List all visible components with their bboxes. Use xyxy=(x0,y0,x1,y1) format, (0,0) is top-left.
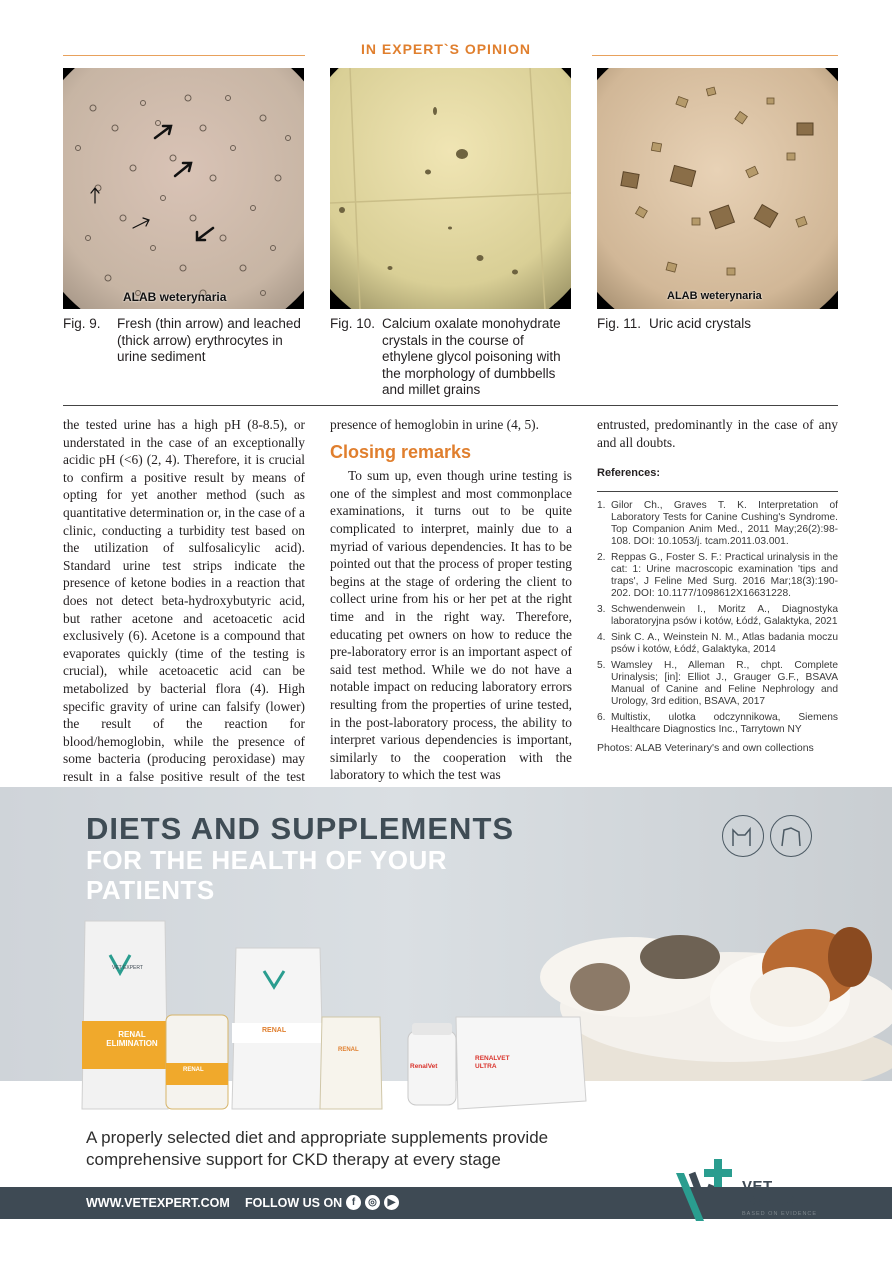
column-1-text: the tested urine has a high pH (8-8.5), or understated in the case of an exceptionally acidic pH (<6) (2, 4). Therefore, it is crucial to confirm a positive result by means of opting for yet another method (such as quantitative determination or, in the case of a clinic, conducting a turbidity test based on the utilization of sulfosalicylic acid). Standard urine test strips indicate the presence of ketone bodies in a reaction that does not detect beta-hydroxybutyric acid, but rather acetone and acetoacetic acid exclusively (6). Acetone is a compound that evaporates quickly (time of the testing is crucial), while acetoacetic acid can be metabolized by bacterial flora (4). High specific gravity of urine can falsify (lower) the result of the reaction for blood/hemoglobin, while the presence of some bacteria (producing peroxidase) may result in a false positive result of the test xyxy=(63,417,305,784)
product-bottle-label: RenalVet xyxy=(410,1063,438,1070)
section-title: IN EXPERT`S OPINION xyxy=(361,41,531,57)
reference-item: 6. Multistix, ulotka odczynnikowa, Siemens Healthcare Diagnostics Inc., Tarrytown NY xyxy=(597,711,838,735)
column-3-lead: entrusted, predominantly in the case of any and all doubts. xyxy=(597,417,838,450)
product-pouch-label: RENAL xyxy=(338,1047,359,1053)
figure-10-caption-text: Calcium oxalate monohydrate crystals in the course of ethylene glycol poisoning with the morphology of dumbbells and millet grains xyxy=(382,316,561,397)
column-2-lead: presence of hemoglobin in urine (4, 5). xyxy=(330,417,539,432)
vet-expert-logo xyxy=(670,1155,840,1235)
reference-item: 4. Sink C. A., Weinstein N. M., Atlas badania moczu psów i kotów, Łódź, Galaktyka, 2014 xyxy=(597,631,838,655)
product-lineup xyxy=(80,913,600,1113)
youtube-icon[interactable]: ▶ xyxy=(384,1195,399,1210)
product-bag2-label: RENAL xyxy=(262,1027,287,1034)
product-can-label: RENAL xyxy=(183,1067,204,1073)
references-rule xyxy=(597,491,838,492)
ad-headline: DIETS AND SUPPLEMENTS xyxy=(86,811,515,846)
column-2 xyxy=(330,416,572,784)
figure-9-caption-text: Fresh (thin arrow) and leached (thick arrow) erythrocytes in urine sediment xyxy=(117,316,301,364)
dog-icon xyxy=(770,815,812,857)
figure-10-number: Fig. 10. xyxy=(330,316,376,331)
column-1 xyxy=(63,416,305,803)
figure-9-watermark: ALAB weterynaria xyxy=(123,290,227,304)
column-3 xyxy=(597,416,838,757)
closing-remarks-heading: Closing remarks xyxy=(330,441,472,462)
website-link[interactable]: WWW.VETEXPERT.COM xyxy=(86,1196,230,1210)
figure-11-caption-text: Uric acid crystals xyxy=(649,316,752,331)
header-rule-right xyxy=(592,55,838,56)
product-brand: VET EXPERT xyxy=(112,965,143,971)
instagram-icon[interactable]: ◎ xyxy=(365,1195,380,1210)
ad-tagline: A properly selected diet and appropriate supplements provide comprehensive support for CKD therapy at every stage xyxy=(86,1128,549,1169)
reference-item: 3. Schwendenwein I., Moritz A., Diagnostyka laboratoryjna psów i kotów, Łódź, Galaktyka, 2021 xyxy=(597,603,838,627)
photo-credits: Photos: ALAB Veterinary's and own collections xyxy=(597,741,814,754)
figure-9-image xyxy=(63,68,304,309)
advertisement xyxy=(0,787,892,1187)
reference-item: 2. Reppas G., Foster S. F.: Practical urinalysis in the cat: 1: Urine macroscopic examination 'tips and traps', J Feline Med Surg. 2016 Mar;18(3):190-202. DOI: 10.1177/1098612X16631228. xyxy=(597,551,838,599)
logo-text: VET EXPERT xyxy=(742,1178,806,1210)
figure-11-image xyxy=(597,68,838,309)
header-rule-left xyxy=(63,55,305,56)
references-heading: References: xyxy=(597,467,660,480)
figure-11-number: Fig. 11. xyxy=(597,316,642,331)
figure-10-image xyxy=(330,68,571,309)
follow-us-label: FOLLOW US ON xyxy=(245,1196,343,1210)
product-renal-elimination: RENAL ELIMINATION xyxy=(106,1030,158,1048)
facebook-icon[interactable]: f xyxy=(346,1195,361,1210)
cat-icon xyxy=(722,815,764,857)
section-divider xyxy=(63,405,838,406)
closing-remarks-text: To sum up, even though urine testing is one of the simplest and most commonplace examinations, it turns out to be quite complicated to interpret, mainly due to a myriad of various dependencies. It has to be pointed out that the process of proper testing begins at the stage of ordering the client to collect urine from his or her pet at the right time and in the right way. Therefore, educating pet owners on how to reduce the pre-laboratory error is an important aspect of said test method. While we do not have a notable impact on reducing laboratory errors resulting from the properties of urine tested, in the post-laboratory process, the ability to interpret various dependencies is important, similarly to the cooperation with the laboratory to which the test was xyxy=(330,468,572,783)
logo-tagline: BASED ON EVIDENCE xyxy=(742,1211,818,1217)
figure-9-number: Fig. 9. xyxy=(63,316,101,331)
logo-mark-icon xyxy=(670,1155,740,1235)
ad-subheadline: FOR THE HEALTH OF YOUR PATIENTS xyxy=(86,845,448,905)
figure-11-watermark: ALAB weterynaria xyxy=(667,290,762,302)
reference-item: 1. Gilor Ch., Graves T. K. Interpretation of Laboratory Tests for Canine Cushing's Syndrome. Top Companion Anim Med., 2011 May;26(2):98-108. DOI: 10.1053/j. tcam.2011.03.001. xyxy=(597,499,838,547)
product-box-label: RENALVET ULTRA xyxy=(475,1055,510,1070)
reference-item: 5. Wamsley H., Alleman R., chpt. Complete Urinalysis; [in]: Elliot J., Grauger G.F., BSAVA Manual of Canine and Feline Nephrology and Urology, 3rd edition, BSAVA, 2017 xyxy=(597,659,838,707)
references-list xyxy=(597,500,838,736)
